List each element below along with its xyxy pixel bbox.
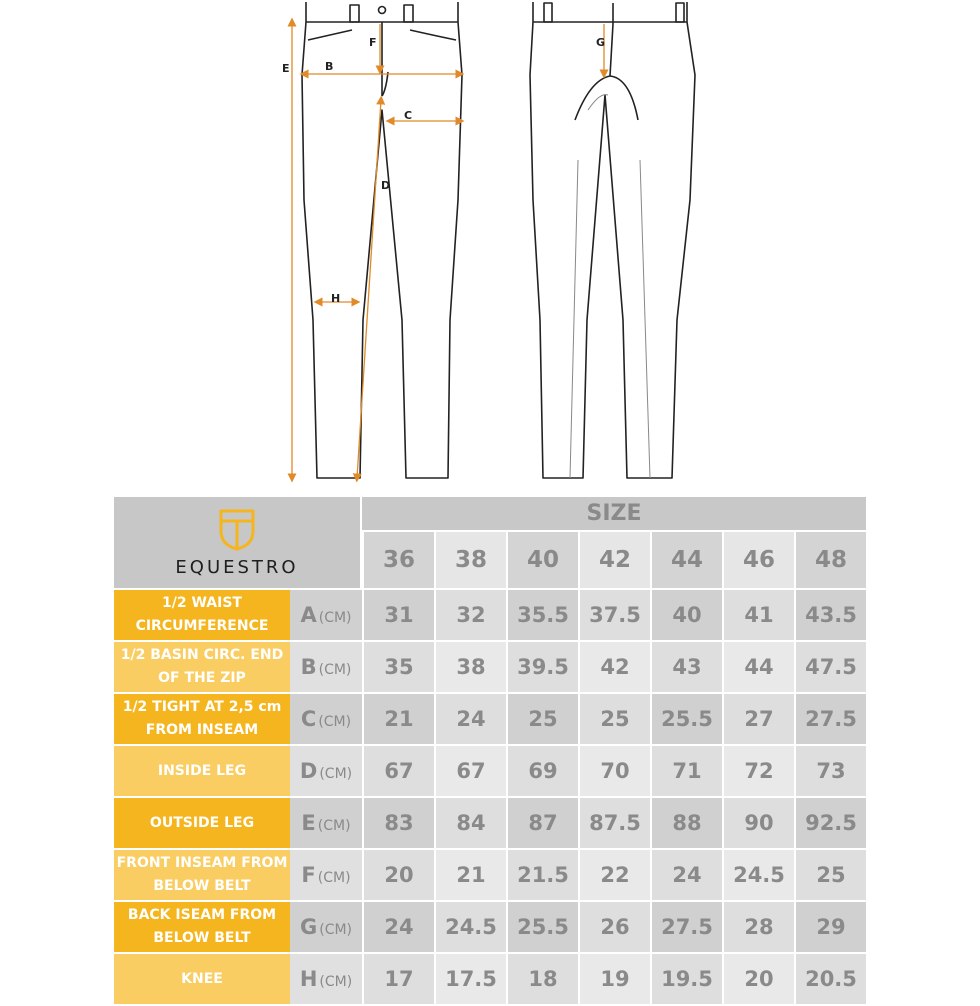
measurement-value: 24.5 — [722, 850, 794, 902]
measurement-label: 1/2 BASIN CIRC. END OF THE ZIP — [114, 642, 290, 694]
measurement-value: 83 — [362, 798, 434, 850]
measurement-labels — [282, 36, 605, 305]
table-row — [114, 590, 866, 642]
measurement-label: OUTSIDE LEG — [114, 798, 290, 850]
measurement-value: 73 — [794, 746, 866, 798]
measurement-value: 67 — [362, 746, 434, 798]
measurement-value: 24 — [362, 902, 434, 954]
label-d: D — [381, 179, 391, 192]
measurement-code — [290, 694, 362, 746]
size-heading: SIZE — [362, 497, 866, 532]
measurement-value: 21 — [362, 694, 434, 746]
measurement-value: 44 — [722, 642, 794, 694]
shield-crest-icon — [217, 507, 257, 553]
measurement-value: 24 — [434, 694, 506, 746]
logo-cell — [114, 497, 362, 590]
measurement-value: 25 — [506, 694, 578, 746]
brand-name: EQUESTRO — [175, 557, 299, 578]
measurement-value: 35 — [362, 642, 434, 694]
measurement-value: 25.5 — [650, 694, 722, 746]
measurement-value: 41 — [722, 590, 794, 642]
code-unit: (CM) — [318, 610, 352, 626]
code-unit: (CM) — [317, 818, 351, 834]
measurement-code — [290, 954, 362, 1006]
measurement-value: 35.5 — [506, 590, 578, 642]
code-letter: D — [299, 759, 318, 783]
size-header-cell: 40 — [506, 532, 578, 590]
back-view — [530, 2, 695, 478]
label-f: F — [369, 36, 377, 49]
measurement-value: 42 — [578, 642, 650, 694]
measurement-value: 25.5 — [506, 902, 578, 954]
measurement-value: 43 — [650, 642, 722, 694]
measurement-value: 18 — [506, 954, 578, 1006]
measurement-value: 27 — [722, 694, 794, 746]
measurement-value: 67 — [434, 746, 506, 798]
measurement-value: 17 — [362, 954, 434, 1006]
measurement-value: 27.5 — [794, 694, 866, 746]
code-letter: C — [300, 707, 317, 731]
code-unit: (CM) — [319, 766, 353, 782]
code-unit: (CM) — [317, 870, 351, 886]
table-row — [114, 746, 866, 798]
measurement-value: 24.5 — [434, 902, 506, 954]
measurement-value: 20 — [362, 850, 434, 902]
measurement-value: 20 — [722, 954, 794, 1006]
table-row — [114, 954, 866, 1006]
size-header-cell: 36 — [362, 532, 434, 590]
measurement-label: BACK ISEAM FROM BELOW BELT — [114, 902, 290, 954]
measurement-value: 28 — [722, 902, 794, 954]
size-header-cell: 44 — [650, 532, 722, 590]
measurement-code — [290, 902, 362, 954]
measurement-value: 87.5 — [578, 798, 650, 850]
measurement-value: 24 — [650, 850, 722, 902]
measurement-value: 69 — [506, 746, 578, 798]
measurement-label: 1/2 TIGHT AT 2,5 cm FROM INSEAM — [114, 694, 290, 746]
measurement-value: 22 — [578, 850, 650, 902]
measurement-value: 25 — [578, 694, 650, 746]
size-header-cell: 42 — [578, 532, 650, 590]
code-unit: (CM) — [319, 922, 353, 938]
measurement-code — [290, 850, 362, 902]
table-row — [114, 642, 866, 694]
measurement-code — [290, 746, 362, 798]
measurement-value: 32 — [434, 590, 506, 642]
code-unit: (CM) — [318, 714, 352, 730]
measurement-value: 92.5 — [794, 798, 866, 850]
label-e: E — [282, 62, 290, 75]
measurement-value: 88 — [650, 798, 722, 850]
measurement-value: 47.5 — [794, 642, 866, 694]
code-letter: A — [300, 603, 317, 627]
table-row — [114, 850, 866, 902]
measurement-value: 17.5 — [434, 954, 506, 1006]
code-letter: E — [301, 811, 316, 835]
measurement-value: 27.5 — [650, 902, 722, 954]
measurement-label: KNEE — [114, 954, 290, 1006]
measurement-value: 26 — [578, 902, 650, 954]
measurement-value: 21.5 — [506, 850, 578, 902]
size-header-cell: 38 — [434, 532, 506, 590]
measurement-value: 31 — [362, 590, 434, 642]
measurement-code — [290, 798, 362, 850]
size-chart-table — [114, 497, 866, 1006]
measurement-value: 72 — [722, 746, 794, 798]
measurement-value: 21 — [434, 850, 506, 902]
label-c: C — [404, 109, 413, 122]
label-g: G — [596, 36, 606, 49]
measurement-value: 38 — [434, 642, 506, 694]
measurement-code — [290, 642, 362, 694]
measurement-value: 84 — [434, 798, 506, 850]
measurement-value: 87 — [506, 798, 578, 850]
label-h: H — [331, 292, 341, 305]
header-row-size — [114, 497, 866, 532]
measurement-label: 1/2 WAIST CIRCUMFERENCE — [114, 590, 290, 642]
measurement-value: 19.5 — [650, 954, 722, 1006]
code-unit: (CM) — [318, 662, 352, 678]
measurement-value: 25 — [794, 850, 866, 902]
measurement-value: 70 — [578, 746, 650, 798]
measurement-value: 20.5 — [794, 954, 866, 1006]
label-b: B — [325, 60, 334, 73]
measurement-value: 71 — [650, 746, 722, 798]
size-header-cell: 46 — [722, 532, 794, 590]
code-letter: B — [300, 655, 317, 679]
measurement-value: 19 — [578, 954, 650, 1006]
code-letter: G — [299, 915, 318, 939]
measurement-value: 40 — [650, 590, 722, 642]
code-unit: (CM) — [319, 974, 353, 990]
measurement-value: 29 — [794, 902, 866, 954]
measurement-value: 37.5 — [578, 590, 650, 642]
measurement-lines — [292, 22, 604, 478]
measurement-value: 43.5 — [794, 590, 866, 642]
table-row — [114, 902, 866, 954]
measurement-value: 90 — [722, 798, 794, 850]
breeches-diagram — [0, 0, 980, 495]
code-letter: H — [299, 967, 318, 991]
measurement-value: 39.5 — [506, 642, 578, 694]
table-row — [114, 798, 866, 850]
table-row — [114, 694, 866, 746]
code-letter: F — [301, 863, 316, 887]
measurement-code — [290, 590, 362, 642]
measurement-label: FRONT INSEAM FROM BELOW BELT — [114, 850, 290, 902]
measurement-label: INSIDE LEG — [114, 746, 290, 798]
size-header-cell: 48 — [794, 532, 866, 590]
